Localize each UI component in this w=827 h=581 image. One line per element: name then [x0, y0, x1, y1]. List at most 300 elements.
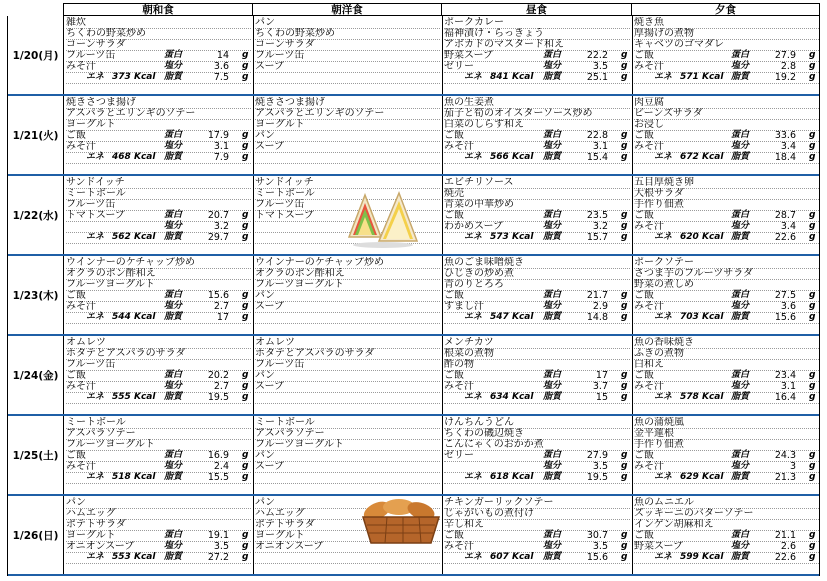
meal-cell-breakfast-west [253, 256, 443, 335]
energy-label: エネ [86, 552, 105, 562]
salt-label: 塩分 [164, 141, 183, 151]
energy-value: 468 [112, 152, 131, 162]
menu-item: パン [66, 497, 251, 509]
salt-value: 2.9 [592, 301, 608, 312]
salt-label: 塩分 [731, 221, 750, 231]
menu-item: ハムエッグ [255, 508, 440, 520]
fat-label: 脂質 [164, 552, 183, 562]
day-date: 1/25(土) [8, 416, 64, 495]
menu-item: アスパラソテー [66, 428, 251, 440]
salt-value: 3 [789, 461, 796, 472]
energy-label: エネ [86, 472, 105, 482]
fat-label: 脂質 [543, 392, 562, 402]
fat-value: 19.2 [774, 72, 796, 83]
kcal-label: Kcal [134, 392, 156, 402]
menu-item: 根菜の煮物 [444, 348, 630, 360]
protein-label: 蛋白 [543, 530, 562, 540]
menu-item: アスパラとエリンギのソテー [255, 108, 440, 120]
salt-unit: g [242, 381, 249, 391]
protein-unit: g [809, 450, 816, 460]
menu-item: ちくわの磯辺焼き [444, 428, 630, 440]
energy-label: エネ [654, 72, 673, 82]
protein-label: 蛋白 [543, 130, 562, 140]
salt-value: 2.8 [780, 61, 796, 72]
menu-item: スープ [255, 381, 440, 393]
protein-label: 蛋白 [164, 210, 183, 220]
energy-label: エネ [654, 552, 673, 562]
menu-item: みそ汁 [634, 221, 819, 233]
fat-value: 25.1 [586, 72, 608, 83]
fat-value: 7.5 [213, 72, 229, 83]
protein-label: 蛋白 [731, 50, 750, 60]
protein-label: 蛋白 [543, 210, 562, 220]
protein-label: 蛋白 [164, 530, 183, 540]
protein-unit: g [809, 290, 816, 300]
fat-unit: g [809, 552, 816, 562]
salt-label: 塩分 [731, 381, 750, 391]
fat-unit: g [809, 392, 816, 402]
salt-value: 3.4 [780, 141, 796, 152]
menu-item: こんにゃくのおかか煮 [444, 439, 630, 451]
protein-label: 蛋白 [543, 370, 562, 380]
energy-value: 555 [112, 392, 131, 402]
day-row [7, 256, 820, 336]
menu-item: フルーツ缶 [66, 199, 251, 211]
salt-value: 3.2 [213, 221, 229, 232]
energy-value: 620 [680, 232, 699, 242]
menu-item: 野菜スープ [634, 541, 819, 553]
fat-label: 脂質 [731, 472, 750, 482]
menu-item: トマトスープ [255, 210, 440, 222]
salt-label: 塩分 [543, 61, 562, 71]
protein-value: 17.9 [207, 130, 229, 141]
energy-label: エネ [86, 312, 105, 322]
menu-item: 魚のごま味噌焼き [444, 257, 630, 269]
menu-item: ご飯 [634, 290, 819, 302]
menu-item: パン [255, 17, 440, 29]
menu-item: 野菜スープ [444, 50, 630, 62]
salt-unit: g [809, 461, 816, 471]
kcal-label: Kcal [134, 72, 156, 82]
kcal-label: Kcal [702, 72, 724, 82]
meal-cell-lunch [442, 256, 633, 335]
day-row [7, 416, 820, 496]
energy-label: エネ [464, 552, 483, 562]
salt-value: 2.4 [213, 461, 229, 472]
menu-item: ご飯 [444, 290, 630, 302]
fat-label: 脂質 [164, 392, 183, 402]
menu-item: 五目厚焼き卵 [634, 177, 819, 189]
protein-value: 17 [595, 370, 608, 381]
kcal-label: Kcal [702, 552, 724, 562]
protein-label: 蛋白 [164, 50, 183, 60]
energy-value: 547 [490, 312, 509, 322]
day-row [7, 336, 820, 416]
protein-unit: g [809, 530, 816, 540]
menu-item: けんちんうどん [444, 417, 630, 429]
menu-item: ご飯 [444, 530, 630, 542]
salt-label: 塩分 [164, 541, 183, 551]
meal-cell-lunch [442, 176, 633, 255]
menu-item: みそ汁 [444, 381, 630, 393]
meal-cell-dinner [632, 256, 821, 335]
salt-value: 3.5 [592, 461, 608, 472]
energy-value: 672 [680, 152, 699, 162]
energy-label: エネ [464, 312, 483, 322]
meal-cell-lunch [442, 96, 633, 175]
energy-label: エネ [654, 392, 673, 402]
menu-item: ふきの煮物 [634, 348, 819, 360]
day-date: 1/23(木) [8, 256, 64, 335]
salt-label: 塩分 [164, 61, 183, 71]
kcal-label: Kcal [134, 232, 156, 242]
menu-item: ご飯 [444, 370, 630, 382]
salt-unit: g [621, 61, 628, 71]
protein-unit: g [621, 530, 628, 540]
menu-item: ミートボール [255, 188, 440, 200]
kcal-label: Kcal [134, 552, 156, 562]
menu-item: ご飯 [66, 130, 251, 142]
protein-label: 蛋白 [543, 290, 562, 300]
protein-value: 15.6 [207, 290, 229, 301]
energy-value: 841 [490, 72, 509, 82]
menu-item: 焼売 [444, 188, 630, 200]
menu-item: みそ汁 [66, 141, 251, 153]
menu-item: ヨーグルト [66, 119, 251, 131]
menu-item: アスパラとエリンギのソテー [66, 108, 251, 120]
menu-item: 魚のムニエル [634, 497, 819, 509]
protein-value: 16.9 [207, 450, 229, 461]
menu-item: オムレツ [66, 337, 251, 349]
fat-label: 脂質 [543, 72, 562, 82]
menu-item: 青のりとろろ [444, 279, 630, 291]
menu-item: みそ汁 [444, 141, 630, 153]
salt-label: 塩分 [731, 141, 750, 151]
protein-value: 27.5 [774, 290, 796, 301]
fat-value: 19.5 [207, 392, 229, 403]
menu-item: ご飯 [634, 210, 819, 222]
salt-unit: g [621, 221, 628, 231]
salt-value: 3.6 [213, 61, 229, 72]
meal-cell-breakfast-west [253, 16, 443, 95]
fat-label: 脂質 [731, 552, 750, 562]
meal-cell-breakfast-jp [64, 336, 254, 415]
menu-item: 焼きさつま揚げ [255, 97, 440, 109]
menu-item: フルーツヨーグルト [66, 439, 251, 451]
protein-value: 24.3 [774, 450, 796, 461]
energy-label: エネ [464, 392, 483, 402]
protein-unit: g [242, 130, 249, 140]
kcal-label: Kcal [512, 472, 534, 482]
energy-label: エネ [86, 392, 105, 402]
fat-value: 18.4 [774, 152, 796, 163]
menu-item: 白菜のしらす和え [444, 119, 630, 131]
header-dinner: 夕食 [631, 3, 820, 16]
meal-plan-table [7, 3, 820, 577]
energy-value: 373 [112, 72, 131, 82]
fat-unit: g [809, 232, 816, 242]
fat-value: 15.6 [774, 312, 796, 323]
fat-unit: g [621, 392, 628, 402]
protein-label: 蛋白 [543, 50, 562, 60]
fat-unit: g [621, 232, 628, 242]
menu-item: パン [255, 130, 440, 142]
fat-value: 14.8 [586, 312, 608, 323]
menu-item: フルーツヨーグルト [255, 439, 440, 451]
menu-item: ご飯 [66, 450, 251, 462]
protein-label: 蛋白 [731, 530, 750, 540]
menu-item: フルーツ缶 [66, 50, 251, 62]
day-date: 1/20(月) [8, 16, 64, 95]
menu-item: スープ [255, 301, 440, 313]
fat-unit: g [621, 472, 628, 482]
protein-label: 蛋白 [731, 450, 750, 460]
menu-item: 厚揚げの煮物 [634, 28, 819, 40]
fat-label: 脂質 [731, 152, 750, 162]
fat-unit: g [621, 312, 628, 322]
protein-value: 33.6 [774, 130, 796, 141]
energy-value: 599 [680, 552, 699, 562]
menu-item: オクラのポン酢和え [255, 268, 440, 280]
menu-item: みそ汁 [634, 381, 819, 393]
salt-label: 塩分 [543, 301, 562, 311]
menu-item: フルーツヨーグルト [66, 279, 251, 291]
menu-item: アスパラソテー [255, 428, 440, 440]
salt-value: 3.5 [213, 541, 229, 552]
menu-item: ビーンズサラダ [634, 108, 819, 120]
salt-label: 塩分 [731, 541, 750, 551]
meal-cell-breakfast-jp [64, 496, 254, 575]
sandwich-icon [345, 187, 419, 249]
menu-item: みそ汁 [66, 301, 251, 313]
protein-value: 23.4 [774, 370, 796, 381]
fat-unit: g [809, 312, 816, 322]
menu-item: スープ [255, 461, 440, 473]
fat-unit: g [242, 152, 249, 162]
fat-value: 19.5 [586, 472, 608, 483]
menu-item: ご飯 [634, 50, 819, 62]
salt-unit: g [242, 541, 249, 551]
energy-label: エネ [464, 472, 483, 482]
meal-cell-lunch [442, 416, 633, 495]
day-date: 1/24(金) [8, 336, 64, 415]
salt-label: 塩分 [543, 541, 562, 551]
meal-cell-breakfast-jp [64, 96, 254, 175]
meal-cell-lunch [442, 496, 633, 575]
menu-item: フルーツ缶 [66, 359, 251, 371]
menu-item: すまし汁 [444, 301, 630, 313]
salt-unit: g [809, 141, 816, 151]
salt-label: 塩分 [731, 61, 750, 71]
salt-value: 2.7 [213, 301, 229, 312]
protein-label: 蛋白 [164, 450, 183, 460]
kcal-label: Kcal [702, 152, 724, 162]
fat-unit: g [621, 72, 628, 82]
menu-item: フルーツヨーグルト [255, 279, 440, 291]
day-row [7, 16, 820, 96]
energy-value: 518 [112, 472, 131, 482]
menu-item: 魚の生姜煮 [444, 97, 630, 109]
menu-item: ホタテとアスパラのサラダ [66, 348, 251, 360]
energy-label: エネ [654, 232, 673, 242]
menu-item: 焼き魚 [634, 17, 819, 29]
meal-cell-dinner [632, 416, 821, 495]
salt-label: 塩分 [164, 381, 183, 391]
menu-item: オニオンスープ [66, 541, 251, 553]
menu-item: ハムエッグ [66, 508, 251, 520]
menu-item: お浸し [634, 119, 819, 131]
menu-item: ご飯 [634, 370, 819, 382]
salt-unit: g [242, 301, 249, 311]
fat-unit: g [809, 72, 816, 82]
protein-value: 19.1 [207, 530, 229, 541]
fat-label: 脂質 [543, 152, 562, 162]
meal-cell-breakfast-west [253, 416, 443, 495]
menu-item: ゼリー [444, 61, 630, 73]
menu-item: ご飯 [66, 290, 251, 302]
salt-label: 塩分 [164, 301, 183, 311]
salt-unit: g [242, 221, 249, 231]
menu-item: みそ汁 [66, 61, 251, 73]
energy-label: エネ [464, 232, 483, 242]
menu-item: オニオンスープ [255, 541, 440, 553]
salt-value: 3.5 [592, 61, 608, 72]
protein-label: 蛋白 [164, 130, 183, 140]
protein-value: 22.8 [586, 130, 608, 141]
fat-value: 22.6 [774, 552, 796, 563]
energy-label: エネ [86, 152, 105, 162]
menu-item: みそ汁 [634, 141, 819, 153]
menu-item: 魚の香味焼き [634, 337, 819, 349]
fat-unit: g [621, 152, 628, 162]
menu-item: メンチカツ [444, 337, 630, 349]
energy-value: 562 [112, 232, 131, 242]
menu-item: わかめスープ [444, 221, 630, 233]
fat-value: 16.4 [774, 392, 796, 403]
salt-value: 3.1 [592, 141, 608, 152]
energy-label: エネ [86, 72, 105, 82]
menu-item: ご飯 [634, 130, 819, 142]
energy-value: 703 [680, 312, 699, 322]
energy-value: 607 [490, 552, 509, 562]
fat-label: 脂質 [731, 232, 750, 242]
menu-item: パン [255, 450, 440, 462]
salt-unit: g [621, 541, 628, 551]
menu-item: ポテトサラダ [255, 519, 440, 531]
protein-label: 蛋白 [731, 290, 750, 300]
protein-value: 20.2 [207, 370, 229, 381]
protein-value: 27.9 [774, 50, 796, 61]
meal-cell-dinner [632, 496, 821, 575]
menu-item: ご飯 [66, 370, 251, 382]
menu-item: 焼きさつま揚げ [66, 97, 251, 109]
fat-value: 15.6 [586, 552, 608, 563]
energy-value: 634 [490, 392, 509, 402]
energy-value: 553 [112, 552, 131, 562]
menu-item: ちくわの野菜炒め [255, 28, 440, 40]
salt-value: 3.4 [780, 221, 796, 232]
menu-item: ヨーグルト [66, 530, 251, 542]
menu-item: ウインナーのケチャップ炒め [66, 257, 251, 269]
menu-item: フルーツ缶 [255, 199, 440, 211]
fat-value: 17 [216, 312, 229, 323]
menu-item: コーンサラダ [255, 39, 440, 51]
salt-label: 塩分 [731, 301, 750, 311]
energy-label: エネ [464, 72, 483, 82]
fat-label: 脂質 [543, 552, 562, 562]
meal-cell-dinner [632, 16, 821, 95]
menu-item: みそ汁 [634, 461, 819, 473]
menu-item: ひじきの炒め煮 [444, 268, 630, 280]
protein-value: 30.7 [586, 530, 608, 541]
menu-item: 手作り佃煮 [634, 439, 819, 451]
menu-item: 大根サラダ [634, 188, 819, 200]
menu-item: ミートボール [66, 188, 251, 200]
protein-label: 蛋白 [164, 370, 183, 380]
bread-basket-icon [357, 495, 445, 547]
menu-item: ご飯 [634, 530, 819, 542]
menu-item: 辛し和え [444, 519, 630, 531]
salt-unit: g [242, 61, 249, 71]
kcal-label: Kcal [134, 312, 156, 322]
menu-item: ちくわの野菜炒め [66, 28, 251, 40]
menu-item: サンドイッチ [255, 177, 440, 189]
fat-unit: g [809, 152, 816, 162]
fat-value: 21.3 [774, 472, 796, 483]
salt-value: 3.1 [213, 141, 229, 152]
salt-label: 塩分 [543, 141, 562, 151]
fat-label: 脂質 [164, 472, 183, 482]
fat-value: 7.9 [213, 152, 229, 163]
meal-cell-lunch [442, 336, 633, 415]
protein-unit: g [621, 370, 628, 380]
menu-item: コーンサラダ [66, 39, 251, 51]
fat-unit: g [242, 312, 249, 322]
menu-item: エビチリソース [444, 177, 630, 189]
salt-label: 塩分 [164, 461, 183, 471]
salt-unit: g [809, 61, 816, 71]
salt-unit: g [621, 461, 628, 471]
salt-label: 塩分 [543, 221, 562, 231]
day-separator [8, 574, 819, 576]
meal-cell-dinner [632, 96, 821, 175]
protein-unit: g [809, 370, 816, 380]
energy-value: 578 [680, 392, 699, 402]
menu-item: パン [255, 370, 440, 382]
energy-value: 629 [680, 472, 699, 482]
menu-item: ポークカレー [444, 17, 630, 29]
menu-item: じゃがいもの煮付け [444, 508, 630, 520]
meal-cell-dinner [632, 176, 821, 255]
protein-unit: g [621, 450, 628, 460]
fat-value: 22.6 [774, 232, 796, 243]
meal-cell-breakfast-jp [64, 16, 254, 95]
menu-item: 魚の蒲焼風 [634, 417, 819, 429]
energy-label: エネ [654, 152, 673, 162]
protein-value: 27.9 [586, 450, 608, 461]
menu-item: ズッキーニのバターソテー [634, 508, 819, 520]
menu-item: オムレツ [255, 337, 440, 349]
protein-label: 蛋白 [731, 370, 750, 380]
kcal-label: Kcal [512, 232, 534, 242]
menu-item: ヨーグルト [255, 119, 440, 131]
menu-item: 金平蓮根 [634, 428, 819, 440]
salt-unit: g [621, 301, 628, 311]
protein-unit: g [242, 530, 249, 540]
salt-unit: g [621, 381, 628, 391]
fat-value: 15 [595, 392, 608, 403]
menu-item: インゲン胡麻和え [634, 519, 819, 531]
